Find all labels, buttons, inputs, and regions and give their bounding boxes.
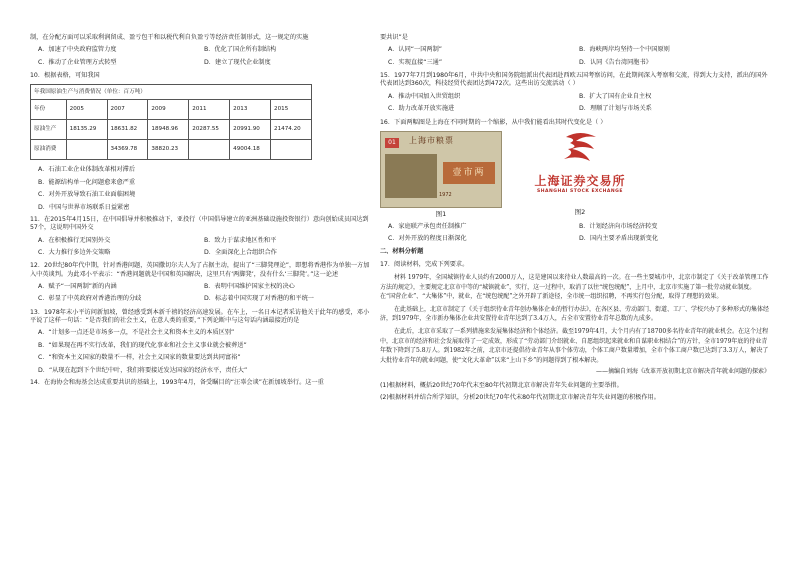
q15-option-c: C．助力改革开放实施进 — [388, 105, 455, 113]
q14-stem-continued: 要共识”是 — [380, 34, 408, 41]
oil-table-header — [31, 100, 312, 120]
q13-option-a: A．“计划多一点还是市场多一点，不是社会主义和资本主义的本质区别” — [38, 329, 235, 337]
q12-options — [38, 283, 370, 304]
section-heading: 二、材料分析题 — [380, 248, 424, 256]
q17-stem: 17．阅读材料，完成下列要求。 — [380, 260, 469, 268]
q9-option-c: C．推动了企业管理方式转型 — [38, 58, 117, 66]
q10-option-c: C．对外开放导致石油工业面临困境 — [38, 191, 136, 199]
table-row — [31, 140, 312, 160]
q15-options — [388, 93, 770, 114]
q10-options — [30, 166, 370, 211]
q16-figures — [380, 131, 770, 219]
q16-option-c: C．对外开放的程度日渐深化 — [388, 235, 467, 242]
sse-emblem-icon — [558, 131, 602, 171]
grain-ticket-image — [380, 131, 502, 208]
q13-option-c: C．“和资本主义国家的数量不一样，社会主义国家的数量要达到共同富裕” — [38, 354, 241, 362]
q10-option-a: A．石油工业企业体制改革相对滞后 — [38, 166, 136, 174]
table-row — [31, 120, 312, 140]
q12-option-c: C．彰显了中英政府对香港治理的分歧 — [38, 295, 142, 303]
table-cell: 20991.90 — [230, 120, 271, 140]
table-cell: 2005 — [66, 100, 107, 120]
q13-stem: 13．1978年末小平访问新加坡，曾经感受到本新千禧的经济高速发展。在车上，一名日本记者采访他关于此年的感受，邓小平说了这样一句话：“是否我们的社会主义，在意人类的重要，”下列论断中与这句话内涵最接近的是 — [30, 308, 370, 325]
table-cell: 2015 — [271, 100, 312, 120]
q15-option-a: A．推动中国加入世贸组织 — [388, 92, 461, 100]
table-cell: 18135.29 — [66, 120, 107, 140]
q14-option-c: C．实现直接“三通” — [388, 58, 443, 66]
q11-stem: 11．在2015年4月15日，在中国倡导并积极推动下，亚投行（中国倡导建立的亚洲基础设施投资银行）意向创始成员国达到57个，这说明中国外交 — [30, 215, 369, 232]
table-cell — [189, 140, 230, 160]
ticket-header: 上海市粮票 — [409, 135, 454, 145]
ticket-year: 1972 — [439, 191, 452, 198]
q9-options — [38, 46, 370, 67]
table-cell: 2007 — [107, 100, 148, 120]
table-cell: 34369.78 — [107, 140, 148, 160]
q16-option-b: B．计划经济向市场经济转变 — [579, 222, 658, 230]
table-cell: 2011 — [189, 100, 230, 120]
ticket-serial: 01 — [385, 138, 399, 148]
q16-stem: 16．下面两幅图是上海在不同时期的一个缩影，从中我们能看出其时代变化是（ ） — [380, 118, 607, 126]
figure-2-caption: 图2 — [574, 207, 586, 216]
table-cell: 2009 — [148, 100, 189, 120]
q10-option-d: D．中国与世界市场联系日益紧密 — [38, 203, 130, 211]
q11-option-a: A．在积极推行无国别外交 — [38, 236, 111, 244]
q13-options — [30, 329, 370, 374]
q10-option-b: B．能源结构单一化问题愈来愈严重 — [38, 178, 136, 186]
q11-option-b: B．致力于谋求地区性和平 — [204, 236, 277, 244]
ticket-farm-scene — [385, 154, 437, 198]
q9-option-b: B．优化了国企所有制结构 — [204, 46, 277, 54]
q17-material-paragraph: 材料 1979年，全国城镇待业人员约有2000万人，这是建国以来待业人数最高的一次。在一些主要城市中，北京市制定了《关于改革管理工作方法的规定》，主要规定北京市中等的“城镇就业”，实行，这一过程中，取消了以往“统包统配”，上月中，北京市实施了第一批劳动就业制度。在“国营企业”、“大集体”中，就业，在“统包统配”之外开辟了新途径，全市统一组织招聘，不再实行包分配，取得了理想的效果。 — [380, 274, 769, 301]
right-column — [380, 34, 770, 406]
q11-option-c: C．大力推行多边外交策略 — [38, 248, 111, 256]
q17-source: ——摘编自刘海《改革开放初期北京市解决青年就业问题的探索》 — [595, 368, 770, 376]
q9-option-a: A．加速了中央政府监管力度 — [38, 46, 117, 54]
q9-stem: 制，在分配方面可以采取利润留成、盈亏包干和以税代利自负盈亏等经济责任制形式，这一规定的实施 — [30, 34, 309, 41]
q14-options — [388, 46, 770, 67]
oil-table — [30, 84, 312, 160]
table-cell: 21474.20 — [271, 120, 312, 140]
sse-name-en: SHANGHAI STOCK EXCHANGE — [537, 189, 623, 195]
table-cell: 年份 — [31, 100, 67, 120]
table-cell: 20287.55 — [189, 120, 230, 140]
table-cell: 38820.23 — [148, 140, 189, 160]
q11-options — [38, 237, 370, 258]
q14-option-a: A．认同“一国两制” — [388, 46, 442, 54]
q12-option-b: B．表明中国维护国家主权的决心 — [204, 283, 295, 291]
q17-material-paragraph: 在此后，北京市采取了一系列措施来发展集体经济和个体经济。截至1979年4月，大个月内有了18700多名待业青年的就业机会。在这个过程中，北京市的经济和社会发展取得了一定成效，形成了“劳动部门介绍就业、自愿组织起来就业和自谋职业相结合”的方针，全市1979年底的待业青年数下降到了5.8万人。到1982年之前，北京市还提倡待业青年从事个体劳动，个体工商户数量增加，全市个体工商户数已达到了3.3万人，解决了大批待业青年的就业问题，使“文化大革命”以来“上山下乡”的问题得到了根本解决。 — [380, 328, 769, 364]
figure-1 — [380, 131, 502, 219]
q12-option-d: D．标志着中国实现了对香港的和平统一 — [204, 295, 314, 303]
table-cell — [271, 140, 312, 160]
q14-stem: 14．在海协会和海基会达成重要共识的基础上，1993年4月，备受瞩目的“汪辜会谈”在新加坡举行。这一重 — [30, 378, 324, 386]
table-cell — [66, 140, 107, 160]
left-column — [30, 34, 370, 391]
q14-option-b: B．海峡两岸均坚持一个中国原则 — [579, 46, 670, 54]
table-cell: 原油生产 — [31, 120, 67, 140]
table-cell: 18631.82 — [107, 120, 148, 140]
q9-option-d: D．建立了现代企业制度 — [204, 58, 271, 66]
q15-option-d: D．理顺了计划与市场关系 — [579, 105, 652, 113]
q12-stem: 12．20世纪80年代中期，针对香港问题，英国撒切尔夫人为了占据主动，提出了“三脚凳理论”，即想将香港作为单独一方加入中英谈判。为此邓小平表示：“香港问题就是中国和英国解决，这里只有‘两脚凳’，没有什么‘三脚凳’。”这一论述 — [30, 262, 370, 278]
q11-option-d: D．全面深化上合组织合作 — [204, 248, 277, 256]
oil-table-caption: 年我国原油生产与消费情况（单位：百万吨） — [31, 85, 312, 100]
table-cell: 原油消费 — [31, 140, 67, 160]
sse-logo — [510, 131, 650, 206]
q17-subquestion-1: (1)根据材料，概括20世纪70年代末至80年代初期北京市解决青年失业问题的主要举措。 — [380, 381, 623, 389]
q13-option-b: B．“如果现在再不实行改革，我们的现代化事业和社会主义事业就会被葬送” — [38, 341, 247, 349]
q15-option-b: B．扩大了国有企业自主权 — [579, 92, 652, 100]
table-cell: 49004.18 — [230, 140, 271, 160]
table-cell: 18948.96 — [148, 120, 189, 140]
table-cell: 2013 — [230, 100, 271, 120]
q12-option-a: A．赋予“一国两制”新的内涵 — [38, 283, 117, 291]
q17-subquestion-2: (2)根据材料并结合所学知识，分析20世纪70年代末80年代初期北京市解决青年失业问题的积极作用。 — [380, 393, 660, 401]
ticket-value: 壹市两 — [443, 162, 495, 184]
q16-option-a: A．家庭联产承包责任制推广 — [388, 222, 467, 230]
q16-options — [388, 223, 770, 244]
q14-option-d: D．认同《告台湾同胞书》 — [579, 58, 652, 66]
q16-option-d: D．国内主要矛盾出现新变化 — [579, 235, 659, 242]
q10-stem: 10．根据表格，可知我国 — [30, 72, 100, 80]
sse-name: 上海证券交易所 — [534, 173, 626, 188]
q17-material-paragraph: 在此基础上，北京市制定了《关于组织待业青年创办集体企业的暂行办法》，在各区县、劳动部门、街道、工厂、学校兴办了多种形式的集体经济，到1979年，全市新办集体企业共安置待业青年达到了3.4万人，占全市安置待业青年总数的九成多。 — [380, 305, 770, 323]
q15-stem: 15．1977年7月到1980年6月，中共中央和国务院组派出代表团赴西欧五国考察访问，在此期间深入考察和交流，得到大力支持，派出的国外代表团达到360次，科技经贸代表团达到472次。这些出访交流活动（ ） — [380, 72, 768, 88]
figure-2 — [510, 131, 650, 217]
q13-option-d: D．“从现在起到下个世纪中叶，我们将要接近发达国家的经济水平，责任大” — [38, 366, 248, 374]
figure-1-caption: 图1 — [435, 209, 447, 218]
